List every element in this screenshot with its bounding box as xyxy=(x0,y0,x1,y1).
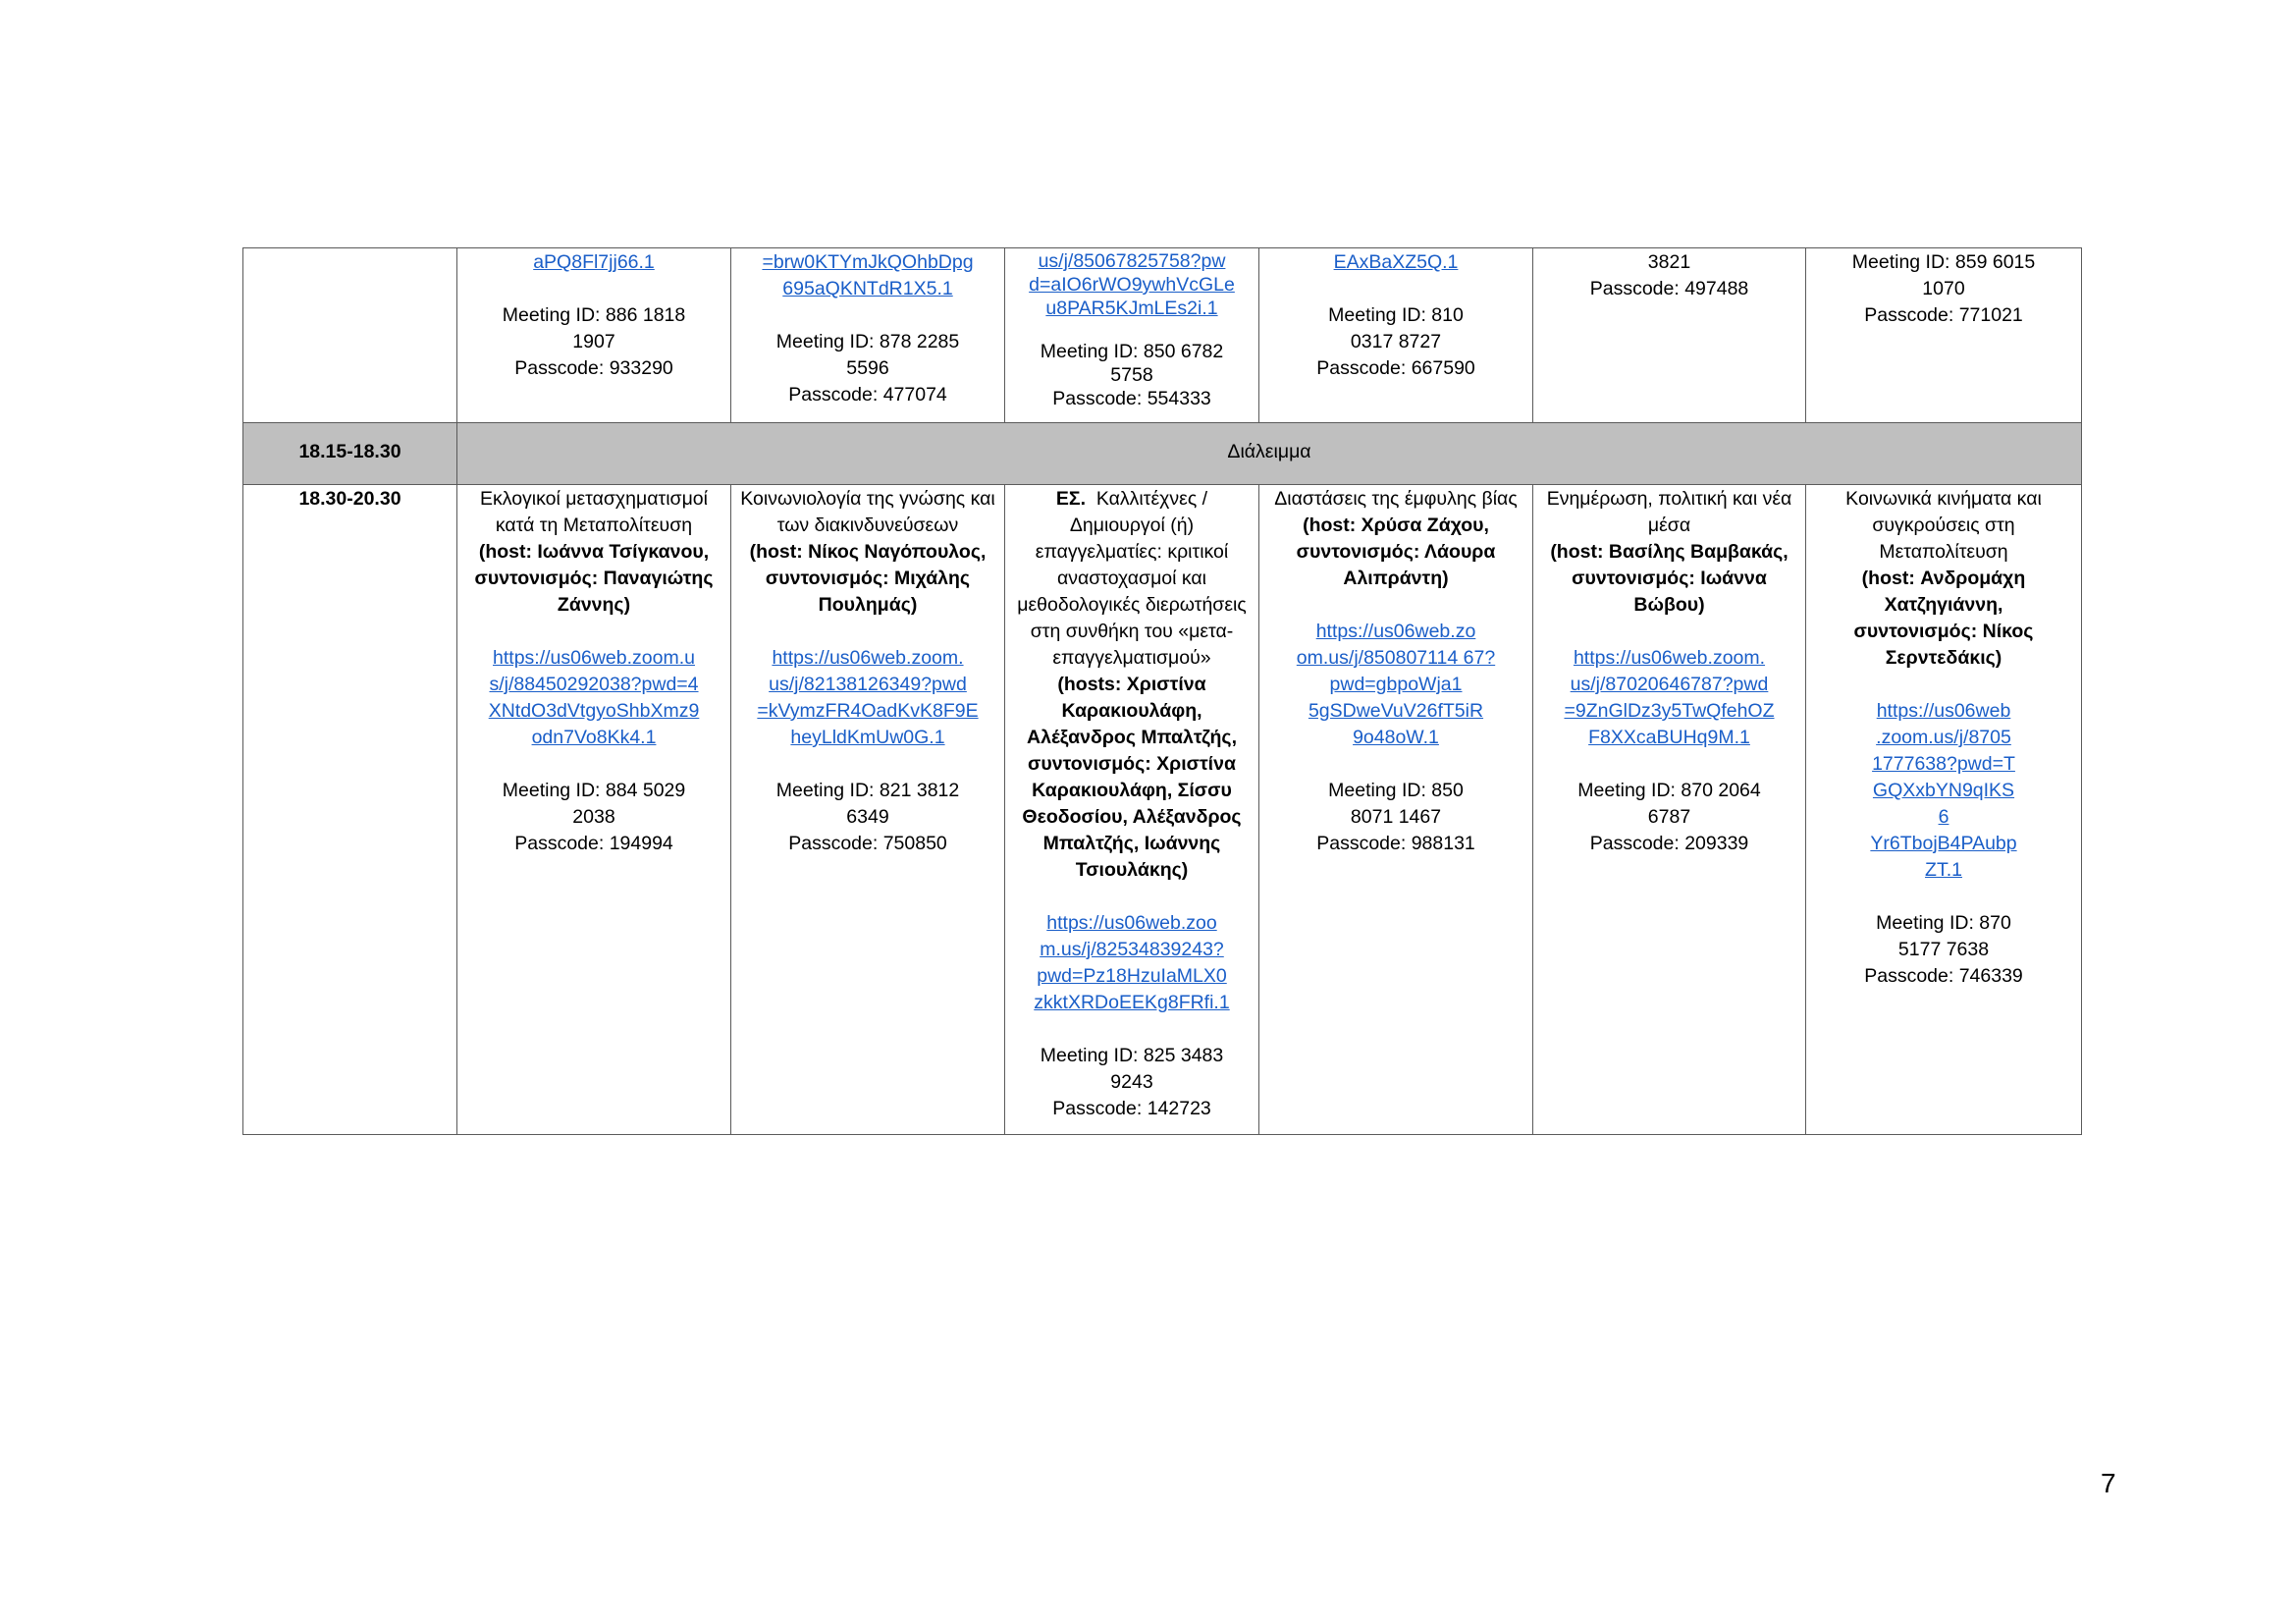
meeting-id: Meeting ID: 821 3812 xyxy=(775,780,960,801)
session-cell xyxy=(1533,485,1806,1135)
table-row xyxy=(243,423,2082,485)
session-title: Ενημέρωση, πολιτική και νέα μέσα xyxy=(1546,488,1792,536)
zoom-link[interactable]: https://us06web.zoom.u s/j/88450292038?pwd=4 XNtdO3dVtgyoShbXmz9 odn7Vo8Kk4.1 xyxy=(488,647,700,748)
table-row xyxy=(243,248,2082,423)
meeting-id-cont: 2038 xyxy=(572,806,615,828)
session-hosts: (host: Νίκος Ναγόπουλος, συντονισμός: Μιχάλης Πουλημάς) xyxy=(749,541,987,616)
zoom-link[interactable]: https://us06web.zo om.us/j/850807114 67?pwd=gbpoWja1 5gSDweVuV26fT5iR 9o48oW.1 xyxy=(1296,621,1496,748)
session-title: Κοινωνικά κινήματα και συγκρούσεις στη Μεταπολίτευση xyxy=(1845,488,2042,563)
meeting-id-cont: 6349 xyxy=(846,806,889,828)
meeting-id: Meeting ID: 859 6015 xyxy=(1851,251,2036,273)
session-cell xyxy=(1259,485,1533,1135)
meeting-id-cont: 8071 1467 xyxy=(1350,806,1442,828)
session-title: Διαστάσεις της έμφυλης βίας xyxy=(1274,488,1518,510)
meeting-id: Meeting ID: 870 2064 xyxy=(1577,780,1761,801)
zoom-link[interactable]: aPQ8Fl7jj66.1 xyxy=(533,251,655,273)
meeting-id: Meeting ID: 878 2285 xyxy=(775,331,960,352)
time-cell xyxy=(243,248,457,423)
zoom-link[interactable]: https://us06web .zoom.us/j/8705 1777638?pwd=T GQXxbYN9qIKS6 Yr6TbojB4PAubp ZT.1 xyxy=(1870,700,2017,881)
meeting-id: Meeting ID: 850 6782 xyxy=(1040,341,1224,362)
zoom-link[interactable]: https://us06web.zoo m.us/j/82534839243? pwd=Pz18HzuIaMLX0 zkktXRDoEEKg8FRfi.1 xyxy=(1034,912,1230,1013)
session-cell xyxy=(1533,248,1806,423)
session-cell xyxy=(1005,485,1259,1135)
zoom-link[interactable]: us/j/85067825758?pw d=aIO6rWO9ywhVcGLe u8PAR5KJmLEs2i.1 xyxy=(1029,250,1235,319)
passcode: Passcode: 988131 xyxy=(1316,833,1475,854)
passcode: Passcode: 497488 xyxy=(1589,278,1749,299)
meeting-id-cont: 1907 xyxy=(572,331,615,352)
session-hosts: (host: Βασίλης Βαμβακάς, συντονισμός: Ιωάννα Βώβου) xyxy=(1550,541,1789,616)
page-number: 7 xyxy=(2101,1468,2116,1498)
session-title: Κοινωνιολογία της γνώσης και των διακινδυνεύσεων xyxy=(740,488,995,536)
meeting-id-cont: 1070 xyxy=(1922,278,1965,299)
session-cell xyxy=(731,248,1005,423)
table-row xyxy=(243,485,2082,1135)
meeting-id: Meeting ID: 825 3483 xyxy=(1040,1045,1224,1066)
passcode: Passcode: 477074 xyxy=(788,384,947,406)
session-hosts: (host: Χρύσα Ζάχου, συντονισμός: Λάουρα Αλιπράντη) xyxy=(1296,514,1496,589)
passcode: Passcode: 194994 xyxy=(514,833,673,854)
session-cell xyxy=(1806,485,2082,1135)
time-cell: 18.15-18.30 xyxy=(243,423,457,485)
meeting-id-cont: 0317 8727 xyxy=(1350,331,1442,352)
schedule-table xyxy=(242,247,2082,1135)
meeting-id-cont: 5177 7638 xyxy=(1897,939,1990,960)
session-prefix: ΕΣ. xyxy=(1055,488,1087,510)
passcode: Passcode: 750850 xyxy=(788,833,947,854)
meeting-id: Meeting ID: 850 xyxy=(1328,780,1464,801)
meeting-id-cont: 3821 xyxy=(1647,251,1691,273)
session-hosts: (host: Ιωάννα Τσίγκανου, συντονισμός: Παναγιώτης Ζάννης) xyxy=(474,541,714,616)
break-label: Διάλειμμα xyxy=(457,423,2082,485)
passcode: Passcode: 667590 xyxy=(1316,357,1475,379)
passcode: Passcode: 771021 xyxy=(1864,304,2023,326)
passcode: Passcode: 933290 xyxy=(514,357,673,379)
session-cell xyxy=(1259,248,1533,423)
passcode: Passcode: 209339 xyxy=(1589,833,1749,854)
time-cell: 18.30-20.30 xyxy=(243,485,457,1135)
zoom-link[interactable]: =brw0KTYmJkQOhbDpg 695aQKNTdR1X5.1 xyxy=(762,251,974,299)
zoom-link[interactable]: https://us06web.zoom. us/j/82138126349?pwd =kVymzFR4OadKvK8F9E heyLldKmUw0G.1 xyxy=(757,647,979,748)
meeting-id: Meeting ID: 884 5029 xyxy=(502,780,686,801)
session-hosts: (hosts: Χριστίνα Καρακιουλάφη, Αλέξανδρος Μπαλτζής, συντονισμός: Χριστίνα Καρακιουλάφη, Σίσσυ Θεοδοσίου, Αλέξανδρος Μπαλτζής, Ιωάννης Τσιουλάκης) xyxy=(1022,674,1242,881)
meeting-id-cont: 9243 xyxy=(1110,1071,1153,1093)
session-cell xyxy=(1005,248,1259,423)
meeting-id-cont: 5758 xyxy=(1110,364,1153,386)
session-cell xyxy=(457,485,731,1135)
meeting-id: Meeting ID: 886 1818 xyxy=(502,304,686,326)
session-cell xyxy=(1806,248,2082,423)
passcode: Passcode: 746339 xyxy=(1864,965,2023,987)
meeting-id: Meeting ID: 870 xyxy=(1876,912,2011,934)
meeting-id-cont: 6787 xyxy=(1647,806,1691,828)
meeting-id: Meeting ID: 810 xyxy=(1328,304,1464,326)
session-cell xyxy=(731,485,1005,1135)
session-cell xyxy=(457,248,731,423)
session-title: Εκλογικοί μετασχηματισμοί κατά τη Μεταπολίτευση xyxy=(480,488,708,536)
passcode: Passcode: 142723 xyxy=(1052,1098,1211,1119)
passcode: Passcode: 554333 xyxy=(1052,388,1211,409)
zoom-link[interactable]: https://us06web.zoom. us/j/87020646787?pwd =9ZnGlDz3y5TwQfehOZ F8XXcaBUHq9M.1 xyxy=(1564,647,1775,748)
session-title xyxy=(1009,486,1255,672)
session-hosts: (host: Ανδρομάχη Χατζηγιάννη, συντονισμός: Νίκος Σερντεδάκις) xyxy=(1853,568,2034,669)
session-title-text: Καλλιτέχνες / Δημιουργοί (ή) επαγγελματίες: κριτικοί αναστοχασμοί και μεθοδολογικές διερωτήσεις στη συνθήκη του «μετα-επαγγελματισμού» xyxy=(1017,488,1247,669)
meeting-id-cont: 5596 xyxy=(846,357,889,379)
zoom-link[interactable]: EAxBaXZ5Q.1 xyxy=(1333,251,1459,273)
